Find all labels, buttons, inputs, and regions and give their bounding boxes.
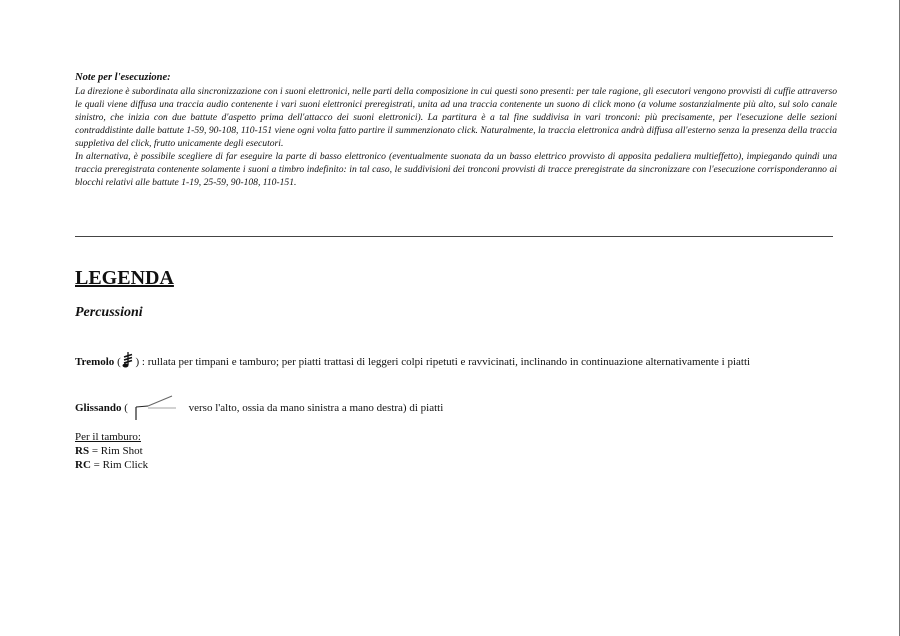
drum-legend bbox=[75, 430, 148, 472]
drum-meaning: = Rim Shot bbox=[89, 445, 143, 457]
drum-legend-item bbox=[75, 444, 148, 458]
tremolo-close-paren: ) bbox=[135, 356, 140, 368]
drum-meaning: = Rim Click bbox=[90, 459, 149, 471]
tremolo-entry bbox=[75, 351, 750, 369]
horizontal-divider bbox=[75, 236, 833, 237]
notes-paragraph-2: In alternativa, è possibile scegliere di far eseguire la parte di basso elettronico (eventualmente suonata da un basso elettrico provvisto di apposita pedaliera multieffetto), impiegando quindi una traccia preregistrata contenente solamente i suoni a timbro indefinito: in tal caso, le suddivisioni dei tronconi provvisti di tracce preregistrate da sincronizzare con l'esecuzione corrisponderanno ai blocchi relativi alle battute 1-19, 25-59, 90-108, 110-151. bbox=[75, 151, 837, 188]
drum-legend-item bbox=[75, 458, 148, 472]
performance-notes bbox=[75, 71, 837, 189]
drum-legend-title: Per il tamburo: bbox=[75, 431, 141, 443]
percussion-heading: Percussioni bbox=[75, 305, 143, 320]
drum-abbr: RS bbox=[75, 445, 90, 457]
glissando-term: Glissando bbox=[75, 402, 122, 414]
glissando-open-paren: ( bbox=[124, 402, 128, 414]
tremolo-description: : rullata per timpani e tamburo; per piatti trattasi di leggeri colpi ripetuti e ravvicinati, inclinando in continuazione alternativamente i piatti bbox=[141, 356, 751, 368]
tremolo-term: Tremolo bbox=[75, 356, 115, 368]
glissando-entry bbox=[75, 395, 443, 415]
glissando-description: verso l'alto, ossia da mano sinistra a mano destra) di piatti bbox=[188, 402, 444, 414]
tremolo-open-paren: ( bbox=[117, 356, 121, 368]
tremolo-note-icon bbox=[121, 351, 133, 368]
notes-paragraph-1: La direzione è subordinata alla sincronizzazione con i suoni elettronici, nelle parti della composizione in cui questi sono presenti: per tale ragione, gli esecutori vengono provvisti di cuffie attraverso le quali viene diffusa una traccia audio contenente i vari suoni elettronici preregistrati, unita ad una traccia contenente un suono di click mono (a volume sostanzialmente più alto, sul solo canale sinistro, che inizia con due battute d'aspetto prima dell'attacco dei suoni elettronici). La partitura è a tal fine suddivisa in vari tronconi: più precisamente, per l'esecuzione delle sezioni contraddistinte dalle battute 1-59, 90-108, 110-151 viene ogni volta fatto partire il summenzionato click. Naturalmente, la traccia elettronica andrà diffusa all'esterno senza la presenza della traccia suppletiva del click, frutto unicamente degli esecutori. bbox=[75, 86, 837, 149]
drum-abbr: RC bbox=[75, 459, 91, 471]
notes-title: Note per l'esecuzione: bbox=[75, 72, 171, 83]
legenda-heading: LEGENDA bbox=[75, 267, 174, 289]
glissando-line-icon bbox=[132, 395, 180, 421]
